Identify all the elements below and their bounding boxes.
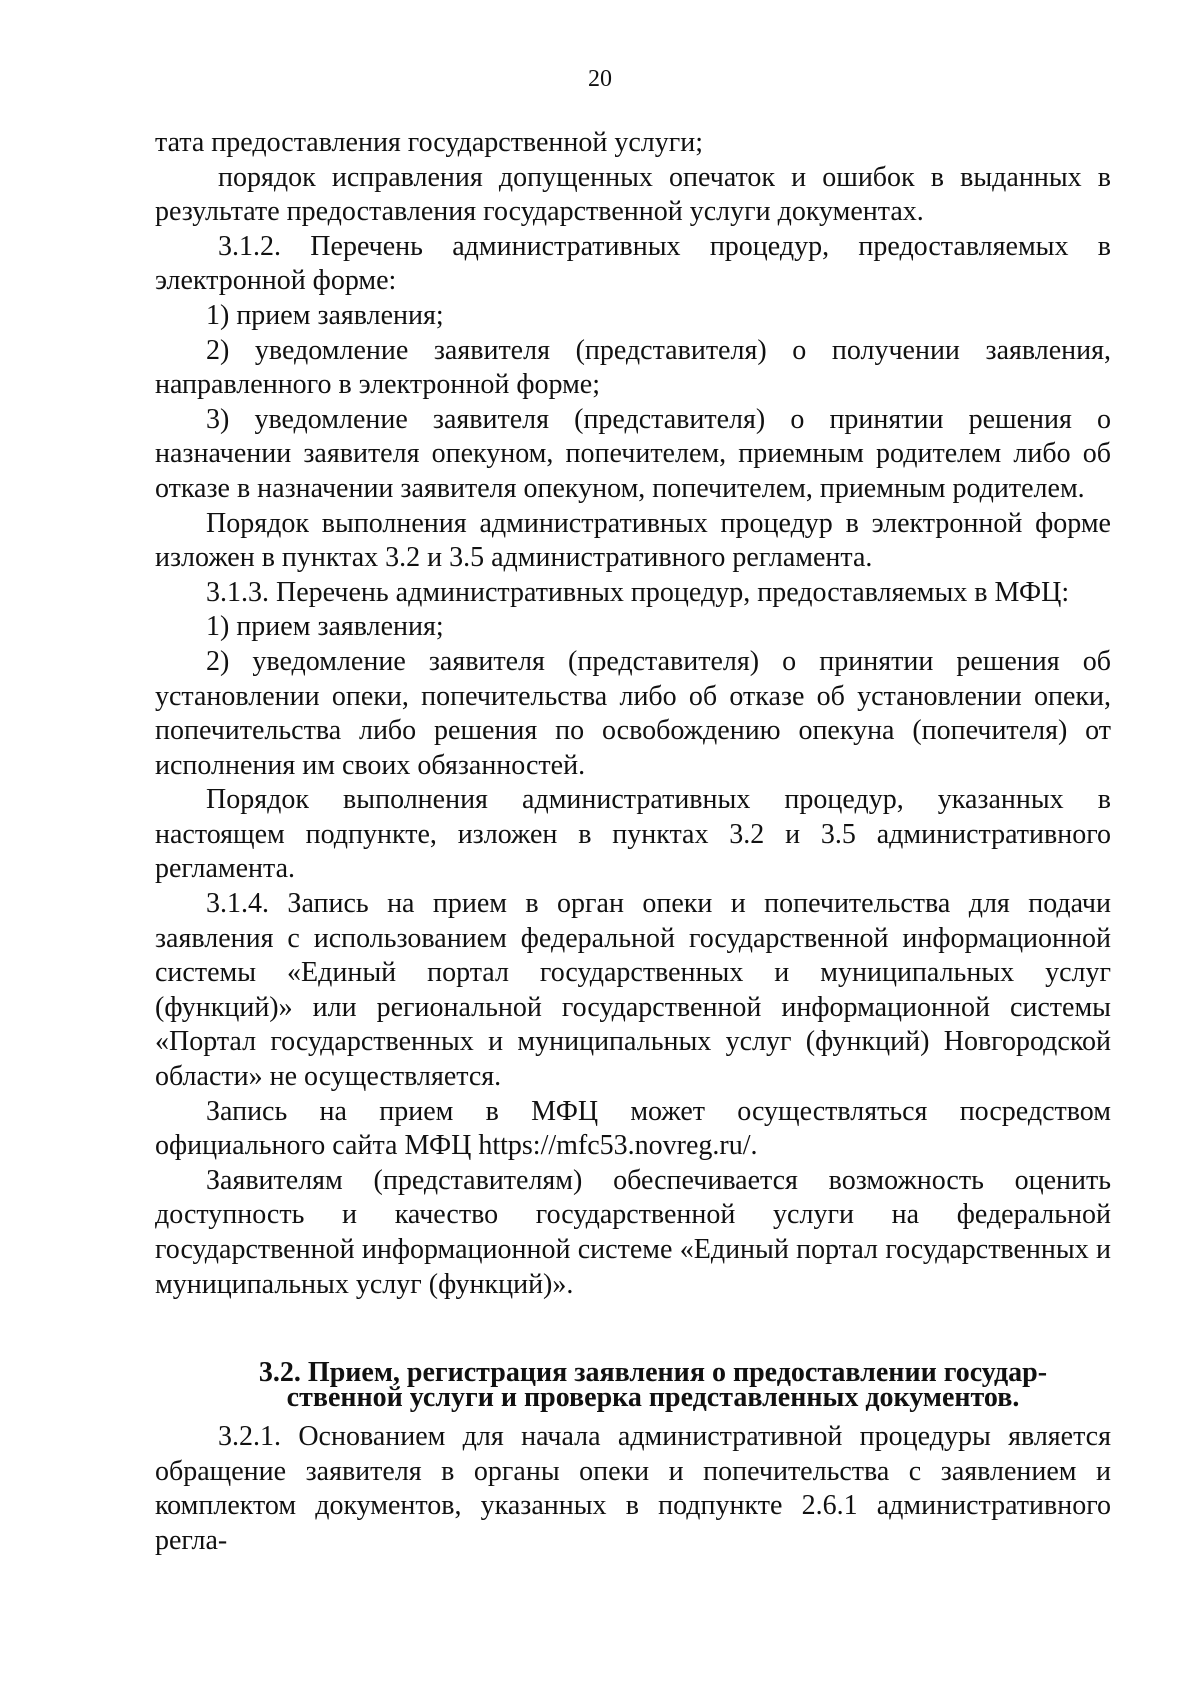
list-item: 1) прием заявления;	[206, 299, 444, 331]
section-heading	[155, 1357, 1111, 1414]
paragraph: порядок исправления допущенных опечаток и ошибок в выданных в результате предоставления государственной услуги документах.	[155, 161, 1111, 228]
paragraph: тата предоставления государственной услуги;	[155, 127, 704, 158]
list-item: 2) уведомление заявителя (представителя) о принятии решения об установлении опеки, попечительства либо об отказе об установлении опеки, попечительства либо решения по освобождению опекуна (попечителя) от исполнения им своих обязанностей.	[155, 645, 1111, 781]
section-heading-line: ственной услуги и проверка представленных документов.	[286, 1382, 1020, 1414]
paragraph: Порядок выполнения административных процедур в электронной форме изложен в пунктах 3.2 и 3.5 административного регламента.	[155, 507, 1111, 574]
paragraph: 3.2.1. Основанием для начала административной процедуры является обращение заявителя в органы опеки и попечительства с заявлением и комплектом документов, указанных в подпункте 2.6.1 административного регла-	[155, 1421, 1111, 1556]
document-body	[155, 126, 1111, 1559]
paragraph: 3.1.4. Запись на прием в орган опеки и попечительства для подачи заявления с использованием федеральной государственной информационной системы «Единый портал государственных и муниципальных услуг (функций)» или региональной государственной информационной системы «Портал государственных и муниципальных услуг (функций) Новгородской области» не осуществляется.	[155, 888, 1111, 1093]
list-item: 3) уведомление заявителя (представителя) о принятии решения о назначении заявителя опекуном, попечителем, приемным родителем либо об отказе в назначении заявителя опекуном, попечителем, приемным родителем.	[155, 403, 1111, 504]
paragraph: Порядок выполнения административных процедур, указанных в настоящем подпункте, изложен в пунктах 3.2 и 3.5 административного регламента.	[155, 784, 1111, 885]
list-item: 2) уведомление заявителя (представителя) о получении заявления, направленного в электронной форме;	[155, 334, 1111, 401]
list-item: 1) прием заявления;	[206, 611, 444, 643]
paragraph: Запись на прием в МФЦ может осуществляться посредством официального сайта МФЦ https://mfc53.novreg.ru/.	[155, 1095, 1111, 1162]
page-number: 20	[588, 66, 612, 92]
paragraph: 3.1.2. Перечень административных процедур, предоставляемых в электронной форме:	[155, 230, 1111, 297]
paragraph: Заявителям (представителям) обеспечивается возможность оценить доступность и качество государственной услуги на федеральной государственной информационной системе «Единый портал государственных и муниципальных услуг (функций)».	[155, 1164, 1111, 1300]
section-heading-line: 3.2. Прием, регистрация заявления о предоставлении государ-	[258, 1357, 1048, 1389]
paragraph: 3.1.3. Перечень административных процедур, предоставляемых в МФЦ:	[206, 576, 1070, 608]
